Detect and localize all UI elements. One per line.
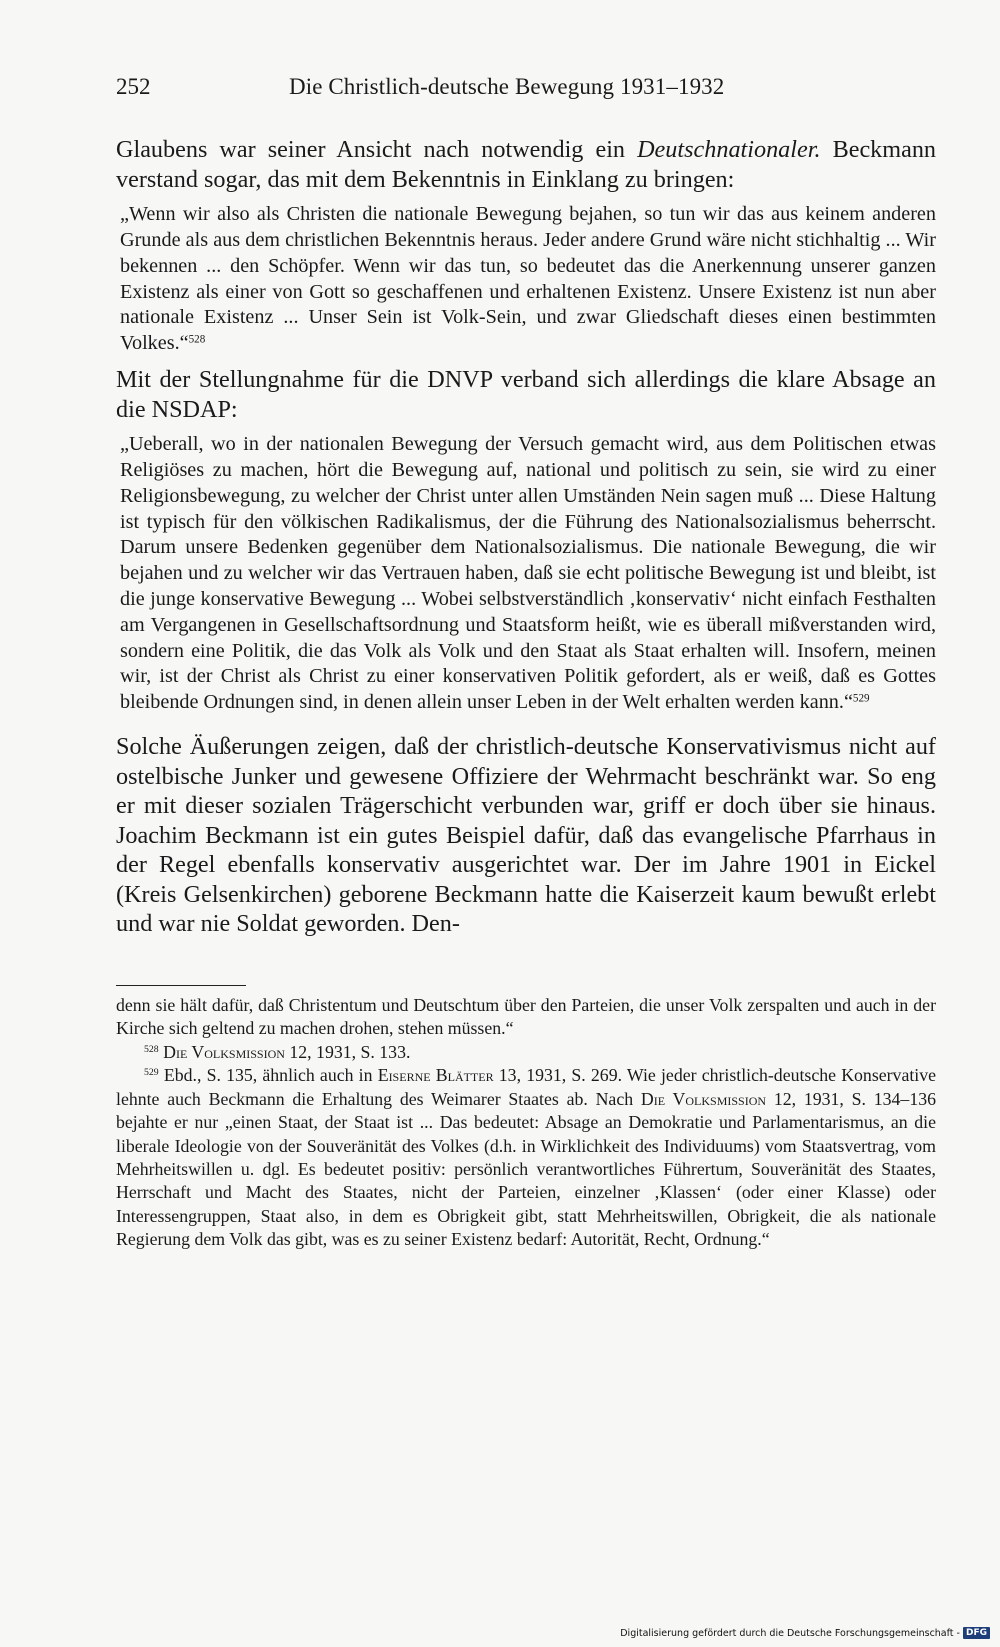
footnote-528-text: 12, 1931, S. 133. (284, 1041, 411, 1062)
page-header (116, 74, 936, 110)
footnote-529-text-b: 13, 1931, S. 269. Wie jeder christlich-deutsche Konservative lehnte auch Beckmann die Erhaltung des Weimarer Staates ab. Nach (116, 1065, 936, 1109)
block-quote-1-text: „Wenn wir also als Christen die nationale Bewegung bejahen, so tun wir das aus keinem anderen Grunde als aus dem christlichen Bekenntnis heraus. Jeder andere Grund wäre nicht stichhaltig ... Wir bekennen ... den Schöpfer. Wenn wir das tun, so bedeutet das die Anerkennung unserer ganzen Existenz als einer von Gott so geschaffenen und erhaltenen Existenz. Unsere Existenz ist nun aber nationale Existenz ... Unser Sein ist Volk-Sein, und zwar Gliedschaft dieses einen bestimmten Volkes.“ (120, 203, 936, 355)
footnote-529 (116, 1064, 936, 1251)
page-number: 252 (116, 74, 151, 99)
footnote-529-text-c: 12, 1931, S. 134–136 bejahte er nur „einen Staat, der Staat ist ... Das bedeutet: Absage an Demokratie und Parlamentarismus, an die liberale Ideologie von der Souveränität des Volkes (d.h. in Wirklichkeit des Individuums) vom Staatsvertrag, vom Mehrheitswillen u. dgl. Es bedeutet positiv: persönlich verantwortliches Führertum, Souveränität des Staates, Herrschaft und Macht des Staates, nicht der Parteien, einzelner ‚Klassen‘ (oder einer Klasse) oder Interessengruppen, Staat also, in dem es Obrigkeit gibt, statt Mehrheitswillen, Obrigkeit, die als nationale Regierung dem Volk das gibt, was es zu seiner Existenz bedarf: Autorität, Recht, Ordnung.“ (116, 1088, 936, 1250)
footnote-ref-529[interactable]: 529 (852, 692, 870, 705)
footnote-529-source-1: Eiserne Blätter (377, 1065, 494, 1086)
footnote-528-source: Die Volksmission (163, 1041, 285, 1062)
footnote-divider (116, 985, 246, 986)
dfg-logo: DFG (963, 1627, 990, 1639)
main-text (116, 135, 936, 1252)
block-quote-2 (120, 432, 936, 716)
paragraph-1-text-a: Glaubens war seiner Ansicht nach notwendig ein (116, 136, 638, 163)
footnote-528 (116, 1041, 936, 1064)
digitization-notice (620, 1627, 990, 1639)
footnotes (116, 994, 936, 1251)
footnote-529-number: 529 (144, 1067, 159, 1079)
paragraph-1-text-b: Beckmann verstand sogar, das mit dem Bekenntnis in Einklang zu bringen: (116, 136, 937, 193)
footnote-continued: denn sie hält dafür, daß Christentum und Deutschtum über den Parteien, die unser Volk zerspalten und auch in der Kirche sich geltend zu machen drohen, stehen müssen.“ (116, 995, 936, 1039)
footnote-ref-528[interactable]: 528 (188, 333, 206, 346)
footnote-529-source-2: Die Volksmission (640, 1088, 767, 1109)
footnote-528-number: 528 (144, 1044, 159, 1056)
block-quote-2-text: „Ueberall, wo in der nationalen Bewegung der Versuch gemacht wird, aus dem Politischen etwas Religiöses zu machen, hört die Bewegung auf, national und politisch zu sein, sie wird zu einer Religionsbewegung, zu welcher der Christ unter allen Umständen Nein sagen muß ... Diese Haltung ist typisch für den völkischen Radikalismus, der die Führung des Nationalsozialismus beherrscht. Darum unsere Bedenken gegenüber dem Nationalsozialismus. Die nationale Bewegung, die wir bejahen und zu welcher wir das Vertrauen haben, daß sie echt politische Bewegung ist und bleibt, ist die junge konservative Bewegung ... Wobei selbstverständlich ‚konservativ‘ nicht einfach Festhalten am Vergangenen in Gesellschaftsordnung und Staatsform heißt, wie es überall mißverstanden wird, sondern eine Politik, die das Volk als Volk und den Staat als Staat erhalten will. Insofern, meinen wir, ist der Christ als Christ zu einer konservativen Politik gefordert, als er weiß, daß es Gottes bleibende Ordnungen sind, in denen allein unser Leben in der Welt erhalten werden kann.“ (120, 433, 936, 714)
paragraph-1 (116, 135, 936, 194)
emphasis-deutschnationaler: Deutschnationaler. (637, 136, 821, 163)
footnote-529-text-a: Ebd., S. 135, ähnlich auch in (158, 1065, 378, 1086)
paragraph-3: Solche Äußerungen zeigen, daß der christlich-deutsche Konservativismus nicht auf ostelbische Junker und gewesene Offiziere der Wehrmacht beschränkt war. So eng er mit dieser sozialen Trägerschicht verbunden war, griff er doch über sie hinaus. Joachim Beckmann ist ein gutes Beispiel dafür, daß das evangelische Pfarrhaus in der Regel ebenfalls konservativ ausgerichtet war. Der im Jahre 1901 in Eickel (Kreis Gelsenkirchen) geborene Beckmann hatte die Kaiserzeit kaum bewußt erlebt und war nie Soldat geworden. Den- (116, 732, 936, 938)
running-title: Die Christlich-deutsche Bewegung 1931–1932 (289, 74, 725, 99)
digitization-text: Digitalisierung gefördert durch die Deutsche Forschungsgemeinschaft - (620, 1627, 960, 1639)
paragraph-2: Mit der Stellungnahme für die DNVP verband sich allerdings die klare Absage an die NSDAP: (116, 365, 936, 423)
block-quote-1 (120, 202, 936, 357)
